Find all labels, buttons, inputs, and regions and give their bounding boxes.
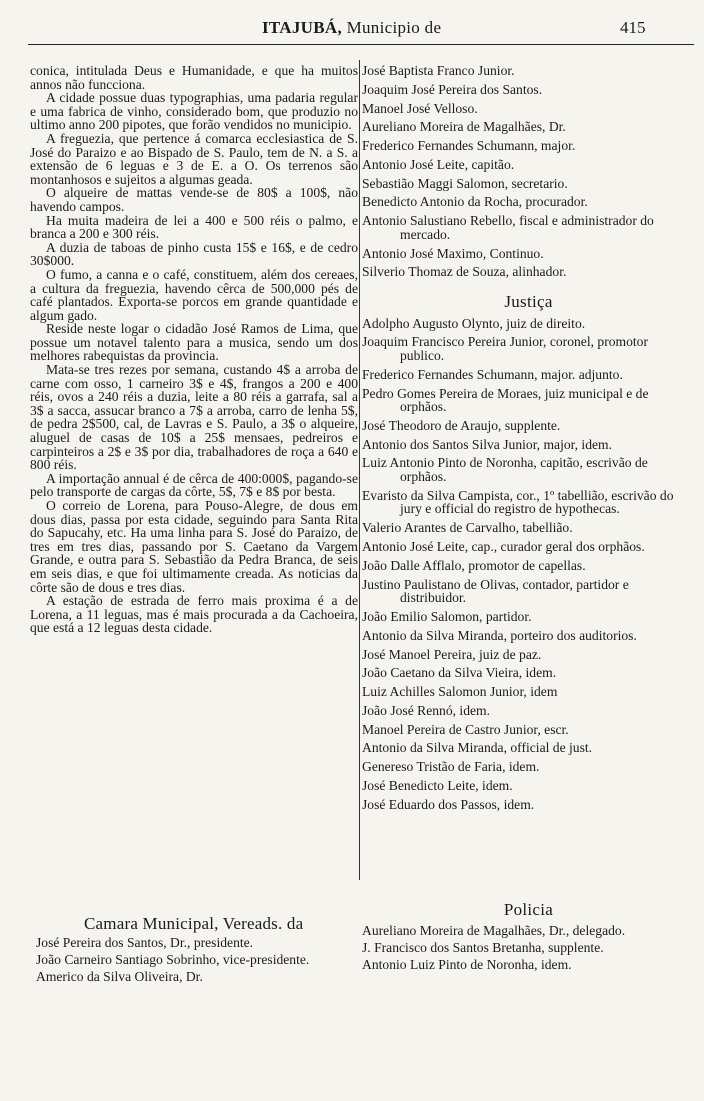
camara-heading: Camara Municipal, Vereads. da [84,914,304,933]
paragraph: A importação annual é de cêrca de 400:000$, pagando-se pelo transporte de cargas da côrte, 5$, 7$ e 8$ por besta. [30,470,358,500]
page-header [0,14,704,38]
paragraph: Reside neste logar o cidadão José Ramos de Lima, que possue um notavel talento para a musica, sendo um dos melhores rabequistas da provincia. [30,321,358,364]
list-item: João Emilio Salomon, partidor. [362,608,532,624]
list-item: Antonio da Silva Miranda, official de just. [362,740,593,756]
list-item: Aureliano Moreira de Magalhães, Dr., delegado. [362,923,626,938]
list-item: Joaquim Francisco Pereira Junior, coronel, promotor publico. [362,334,648,363]
list-item: João Dalle Afflalo, promotor de capellas. [362,557,586,573]
page-number: 415 [620,18,646,37]
list-item: Sebastião Maggi Salomon, secretario. [362,175,568,191]
header-rule [28,44,694,45]
list-item: Justino Paulistano de Olivas, contador, partidor e distribuidor. [362,576,629,606]
list-item: Benedicto Antonio da Rocha, procurador. [362,194,588,210]
paragraph: Mata-se tres rezes por semana, custando 4$ a arroba de carne com osso, 1 carneiro 3$ e 4$, frangos a 200 e 400 réis, ovos a 240 réis a duzia, leite a 80 réis a garrafa, sal a 3$ a sacca, assucar branco a 7$ a arroba, carro de lenha 5$, de pedra 2$500, cal, de Lavras e S. Paulo, a 3$ o alqueire, aluguel de casas de 10$ a 25$ mensaes, pedreiros e carpinteiros a 2$ e 3$ por dia, trabalhadores de roça a 640 e 800 réis. [30,362,358,473]
list-item: Antonio Salustiano Rebello, fiscal e administrador do mercado. [362,213,654,242]
running-title-sub: Municipio de [346,18,442,37]
paragraph: A estação de estrada de ferro mais proxima é a de Lorena, a 11 leguas, mas é mais procurada a da Cachoeira, que está a 12 leguas desta cidade. [30,593,358,636]
paragraph: A freguezia, que pertence á comarca ecclesiastica de S. José do Paraizo e ao Bispado de S. Paulo, tem de N. a S. a extensão de 6 leguas e 3 de E. a O. Os terrenos são montanhosos e sujeitos a algumas geada. [30,130,358,187]
paragraph: A duzia de taboas de pinho custa 15$ e 16$, e de cedro 30$000. [30,239,358,269]
list-item: Antonio Luiz Pinto de Noronha, idem. [362,957,572,972]
paragraph: O correio de Lorena, para Pouso-Alegre, de dous em dous dias, passa por esta cidade, seguindo para Santa Rita do Sapucahy, etc. Ha uma linha para S. José do Paraizo, de tres em tres dias, passando por S. Caetano da Vargem Grande, e outra para S. Sebastião da Pedra Branca, de seis em seis dias, e que foi ultimamente creada. As noticias da côrte são de dous e tres dias. [30,498,358,595]
policia-section [362,901,695,973]
justica-heading: Justiça [504,292,553,311]
justica-list [362,317,695,812]
list-item: Aureliano Moreira de Magalhães, Dr. [362,119,566,135]
list-item: Silverio Thomaz de Souza, alinhador. [362,264,567,280]
paragraph: O fumo, a canna e o café, constituem, além dos cereaes, a cultura da freguezia, havendo cêrca de 500,000 pés de café plantados. Exporta-se porcos em grande quantidade e algum gado. [30,266,358,323]
list-item: José Manoel Pereira, juiz de paz. [362,646,542,662]
right-column [362,64,695,817]
list-item: João Carneiro Santiago Sobrinho, vice-presidente. [36,952,310,967]
list-item: José Theodoro de Araujo, supplente. [362,417,561,433]
paragraph: Ha muita madeira de lei a 400 e 500 réis o palmo, e branca a 200 e 300 réis. [30,212,358,242]
list-item: José Baptista Franco Junior. [362,63,515,78]
list-item: Valerio Arantes de Carvalho, tabellião. [362,520,573,536]
camara-section [30,915,360,985]
list-item: Joaquim José Pereira dos Santos. [362,81,543,97]
paragraph: conica, intitulada Deus e Humanidade, e que ha muitos annos não funcciona. [30,63,358,92]
running-title-city: ITAJUBÁ, [262,18,343,37]
list-item: Pedro Gomes Pereira de Moraes, juiz municipal e de orphãos. [362,385,649,415]
running-title [262,18,441,38]
list-item: Antonio José Leite, cap., curador geral dos orphãos. [362,539,645,554]
list-item: João Caetano da Silva Vieira, idem. [362,665,557,681]
list-item: Manoel José Velloso. [362,100,478,116]
list-item: Americo da Silva Oliveira, Dr. [36,969,203,984]
list-item: Evaristo da Silva Campista, cor., 1º tabellião, escrivão do jury e official do registro de hypothecas. [362,487,674,517]
list-item: Manoel Pereira de Castro Junior, escr. [362,721,569,737]
list-item: Frederico Fernandes Schumann, major. [362,138,576,154]
list-item: Antonio da Silva Miranda, porteiro dos auditorios. [362,627,637,643]
paragraph: A cidade possue duas typographias, uma padaria regular e uma fabrica de vinho, considerado bom, que produzio no ultimo anno 200 pipotes, que forão vendidos no municipio. [30,90,358,133]
list-item: Adolpho Augusto Olynto, juiz de direito. [362,315,586,331]
paragraph: O alqueire de mattas vende-se de 80$ a 100$, não havendo campos. [30,185,358,214]
list-item: José Pereira dos Santos, Dr., presidente. [36,935,254,950]
list-item: José Eduardo dos Passos, idem. [362,796,535,812]
list-item: Antonio José Leite, capitão. [362,156,515,172]
list-item: Antonio José Maximo, Continuo. [362,245,544,261]
policia-heading: Policia [503,900,554,919]
list-item: Genereso Tristão de Faria, idem. [362,759,540,775]
list-item: Antonio dos Santos Silva Junior, major, idem. [362,436,613,452]
list-item: João José Rennó, idem. [362,702,490,718]
left-column [30,64,358,635]
list-item: Luiz Antonio Pinto de Noronha, capitão, escrivão de orphãos. [362,455,648,485]
list-item: Frederico Fernandes Schumann, major. adjunto. [362,366,623,382]
officials-list [362,64,695,279]
list-item: J. Francisco dos Santos Bretanha, supplente. [362,940,604,955]
list-item: José Benedicto Leite, idem. [362,777,513,793]
list-item: Luiz Achilles Salomon Junior, idem [362,684,558,700]
column-divider [359,60,360,880]
